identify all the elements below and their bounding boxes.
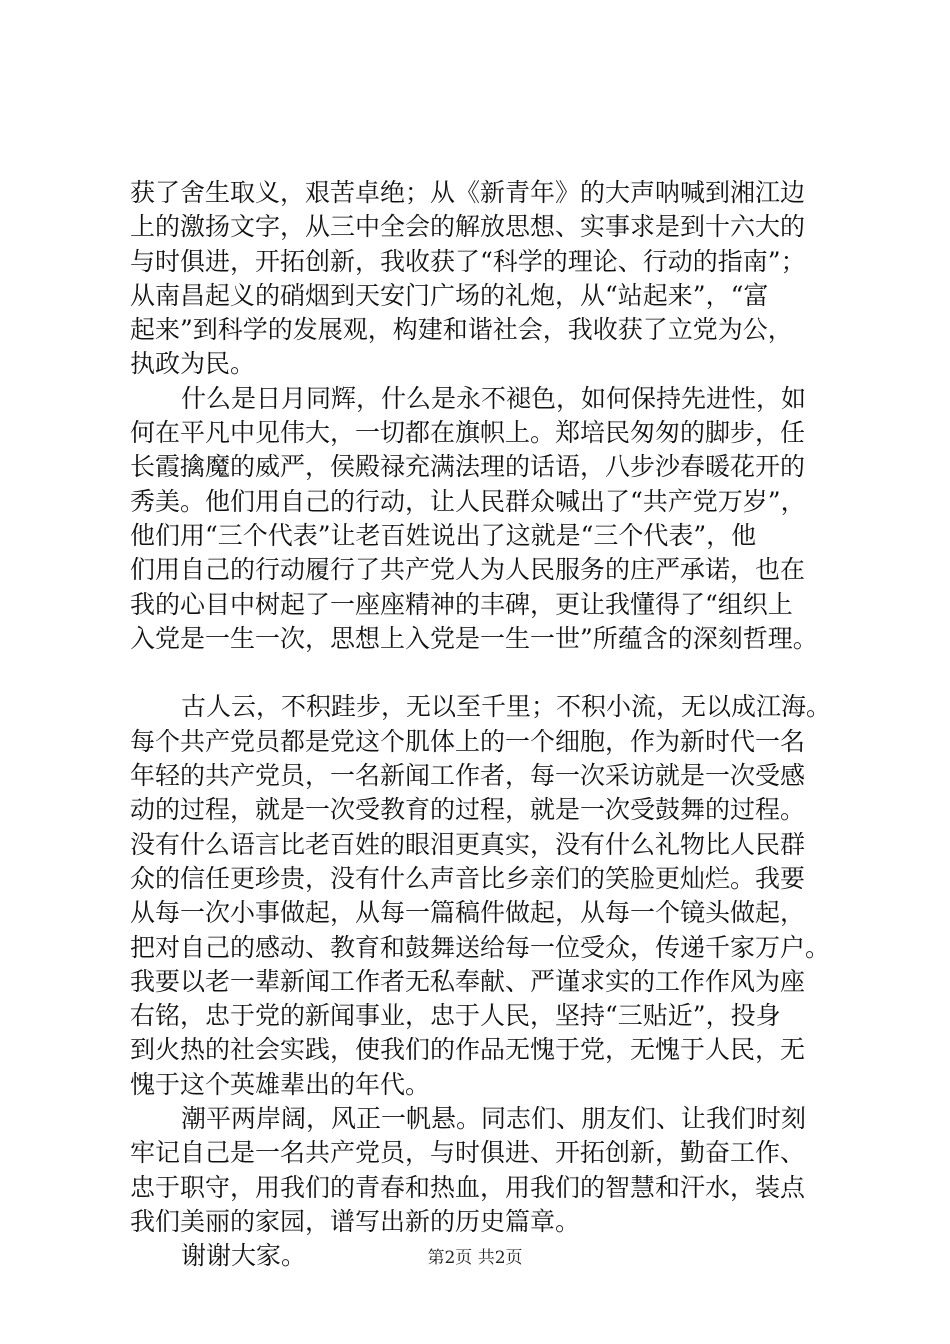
document-body xyxy=(130,176,856,1274)
text-line: 谢谢大家。 xyxy=(181,1241,307,1271)
paragraph-spacer xyxy=(130,656,856,690)
text-line: 我们美丽的家园，谱写出新的历史篇章。 xyxy=(130,1206,581,1236)
paragraph-2 xyxy=(130,382,856,656)
text-line: 年轻的共产党员，一名新闻工作者，每一次采访就是一次受感 xyxy=(130,761,806,791)
text-line: 古人云，不积跬步，无以至千里；不积小流，无以成江海。 xyxy=(181,692,832,722)
text-line: 我的心目中树起了一座座精神的丰碑，更让我懂得了“组织上 xyxy=(130,589,793,619)
text-line: 秀美。他们用自己的行动，让人民群众喊出了“共产党万岁”， xyxy=(130,486,806,516)
text-line: 他们用“三个代表”让老百姓说出了这就是“三个代表”，他 xyxy=(130,520,757,550)
text-line: 动的过程，就是一次受教育的过程，就是一次受鼓舞的过程。 xyxy=(130,795,806,825)
paragraph-3 xyxy=(130,690,856,1102)
paragraph-4 xyxy=(130,1102,856,1239)
text-line: 我要以老一辈新闻工作者无私奉献、严谨求实的工作作风为座 xyxy=(130,966,806,996)
text-line: 执政为民。 xyxy=(130,349,256,379)
text-line: 们用自己的行动履行了共产党人为人民服务的庄严承诺，也在 xyxy=(130,555,806,585)
text-line: 忠于职守，用我们的青春和热血，用我们的智慧和汗水，装点 xyxy=(130,1172,806,1202)
text-line: 何在平凡中见伟大，一切都在旗帜上。郑培民匆匆的脚步，任 xyxy=(130,418,806,448)
text-line: 入党是一生一次，思想上入党是一生一世”所蕴含的深刻哲理。 xyxy=(130,623,818,653)
paragraph-1 xyxy=(130,176,856,382)
text-line: 从每一次小事做起，从每一篇稿件做起，从每一个镜头做起， xyxy=(130,898,806,928)
text-line: 愧于这个英雄辈出的年代。 xyxy=(130,1069,431,1099)
text-line: 长霞擒魔的威严，侯殿禄充满法理的话语，八步沙春暖花开的 xyxy=(130,452,806,482)
text-line: 右铭，忠于党的新闻事业，忠于人民，坚持“三贴近”，投身 xyxy=(130,1001,781,1031)
page-number-label: 第2页 共2页 xyxy=(427,1248,523,1268)
text-line: 与时俱进，开拓创新，我收获了“科学的理论、行动的指南”； xyxy=(130,246,806,276)
text-line: 每个共产党员都是党这个肌体上的一个细胞，作为新时代一名 xyxy=(130,726,806,756)
text-line: 把对自己的感动、教育和鼓舞送给每一位受众，传递千家万户。 xyxy=(130,932,831,962)
page-footer xyxy=(0,1246,950,1270)
text-line: 上的激扬文字，从三中全会的解放思想、实事求是到十六大的 xyxy=(130,212,806,242)
text-line: 没有什么语言比老百姓的眼泪更真实，没有什么礼物比人民群 xyxy=(130,829,806,859)
text-line: 牢记自己是一名共产党员，与时俱进、开拓创新，勤奋工作、 xyxy=(130,1138,806,1168)
text-line: 从南昌起义的硝烟到天安门广场的礼炮，从“站起来”，“富 xyxy=(130,280,769,310)
text-line: 潮平两岸阔，风正一帆悬。同志们、朋友们、让我们时刻 xyxy=(181,1104,807,1134)
text-line: 获了舍生取义，艰苦卓绝；从《新青年》的大声呐喊到湘江边 xyxy=(130,178,806,207)
text-line: 到火热的社会实践，使我们的作品无愧于党，无愧于人民，无 xyxy=(130,1035,806,1065)
text-line: 起来”到科学的发展观，构建和谐社会，我收获了立党为公， xyxy=(130,315,793,345)
text-line: 什么是日月同辉，什么是永不褪色，如何保持先进性，如 xyxy=(181,383,807,413)
text-line: 众的信任更珍贵，没有什么声音比乡亲们的笑脸更灿烂。我要 xyxy=(130,863,806,893)
